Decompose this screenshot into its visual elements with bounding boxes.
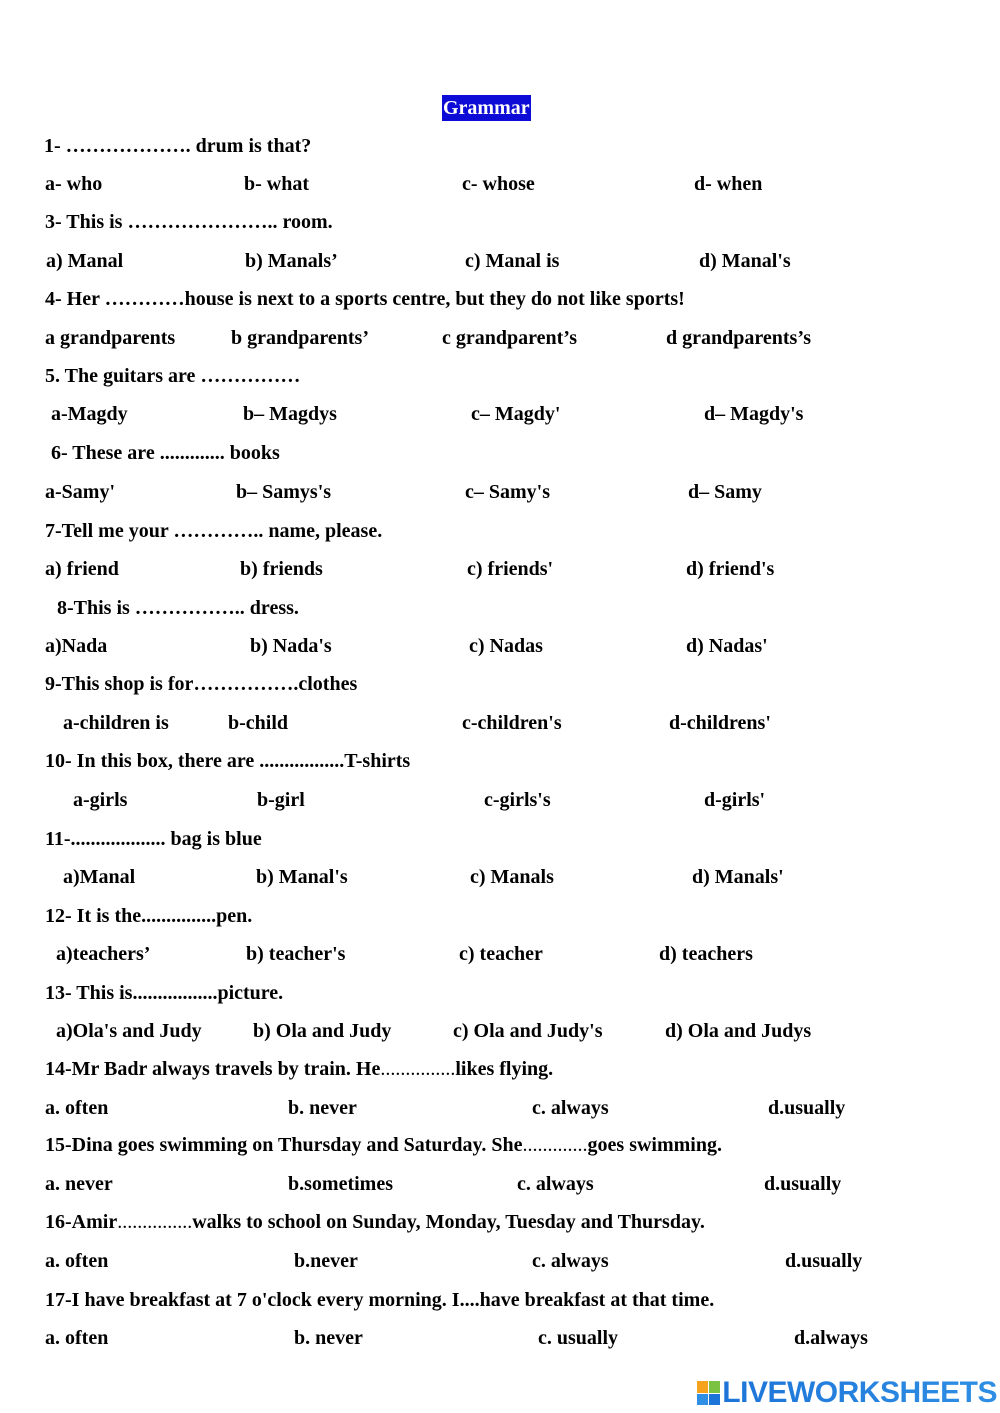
option-d[interactable]: d) teachers [659, 943, 753, 965]
option-b[interactable]: b. never [294, 1327, 363, 1349]
options-16 [0, 1247, 1000, 1275]
question-text: 14-Mr Badr always travels by train. He [45, 1058, 381, 1080]
option-d[interactable]: d– Magdy's [704, 403, 804, 425]
option-c[interactable]: c) Nadas [469, 635, 543, 657]
option-b[interactable]: b. never [288, 1097, 357, 1119]
option-a[interactable]: a-Samy' [45, 481, 115, 503]
options-12 [0, 940, 1000, 968]
option-a[interactable]: a grandparents [45, 327, 176, 349]
option-d[interactable]: d- when [694, 173, 763, 195]
question-text: walks to school on Sunday, Monday, Tuesday and Thursday. [192, 1211, 705, 1233]
options-17 [0, 1324, 1000, 1352]
option-a[interactable]: a-girls [73, 789, 128, 811]
option-c[interactable]: c. always [532, 1250, 609, 1272]
option-c[interactable]: c-girls's [484, 789, 551, 811]
option-c[interactable]: c) Manal is [465, 250, 560, 272]
option-b[interactable]: b) teacher's [246, 943, 346, 965]
question-text: 16-Amir [45, 1211, 118, 1233]
option-a[interactable]: a. never [45, 1173, 113, 1195]
option-d[interactable]: d-girls' [704, 789, 766, 811]
question-6: 6- These are ............. books [51, 442, 280, 464]
question-9: 9-This shop is for…………….clothes [45, 673, 358, 695]
option-b[interactable]: b– Samys's [236, 481, 332, 503]
option-a[interactable]: a-children is [63, 712, 169, 734]
option-b[interactable]: b grandparents’ [231, 327, 369, 349]
options-13 [0, 1017, 1000, 1045]
question-10: 10- In this box, there are .................T-shirts [45, 750, 411, 772]
option-d[interactable]: d) friend's [686, 558, 775, 580]
option-d[interactable]: d-childrens' [669, 712, 771, 734]
options-11 [0, 863, 1000, 891]
option-d[interactable]: d grandparents’s [666, 327, 812, 349]
options-8 [0, 632, 1000, 660]
option-a[interactable]: a) Manal [46, 250, 124, 272]
question-4: 4- Her …………house is next to a sports centre, but they do not like sports! [45, 288, 685, 310]
option-c[interactable]: c. always [517, 1173, 594, 1195]
question-8: 8-This is …………….. dress. [57, 597, 299, 619]
brand-name: LIVEWORKSHEETS [722, 1376, 997, 1409]
option-a[interactable]: a)teachers’ [56, 943, 151, 965]
question-5: 5. The guitars are …………… [45, 365, 301, 387]
question-12: 12- It is the...............pen. [45, 905, 253, 927]
option-d[interactable]: d.usually [785, 1250, 863, 1272]
option-d[interactable]: d.always [794, 1327, 868, 1349]
option-d[interactable]: d– Samy [688, 481, 762, 503]
option-d[interactable]: d.usually [768, 1097, 846, 1119]
option-d[interactable]: d) Manals' [692, 866, 784, 888]
option-b[interactable]: b) Manals’ [245, 250, 338, 272]
options-4 [0, 324, 1000, 352]
question-1: 1- ………………. drum is that? [44, 135, 312, 157]
option-c[interactable]: c) teacher [459, 943, 543, 965]
question-7: 7-Tell me your ………….. name, please. [45, 520, 383, 542]
option-b[interactable]: b- what [244, 173, 310, 195]
option-b[interactable]: b– Magdys [243, 403, 337, 425]
options-9 [0, 709, 1000, 737]
question-17: 17-I have breakfast at 7 o'clock every morning. I....have breakfast at that time. [45, 1289, 715, 1311]
option-b[interactable]: b) friends [240, 558, 323, 580]
option-a[interactable]: a) friend [45, 558, 119, 580]
question-text: goes swimming. [587, 1134, 722, 1156]
question-text: likes flying. [455, 1058, 554, 1080]
option-b[interactable]: b-girl [257, 789, 305, 811]
options-15 [0, 1170, 1000, 1198]
option-c[interactable]: c-children's [462, 712, 562, 734]
option-d[interactable]: d.usually [764, 1173, 842, 1195]
option-c[interactable]: c. always [532, 1097, 609, 1119]
page-title: Grammar [443, 97, 530, 119]
option-a[interactable]: a. often [45, 1097, 109, 1119]
option-a[interactable]: a- who [45, 173, 103, 195]
options-10 [0, 786, 1000, 814]
question-15 [45, 1131, 722, 1159]
option-b[interactable]: b) Ola and Judy [253, 1020, 392, 1042]
options-3 [0, 247, 1000, 275]
option-b[interactable]: b) Manal's [256, 866, 348, 888]
option-b[interactable]: b-child [228, 712, 289, 734]
question-14 [45, 1055, 553, 1083]
question-11: 11-................... bag is blue [45, 828, 262, 850]
option-a[interactable]: a-Magdy [51, 403, 128, 425]
question-13: 13- This is.................picture. [45, 982, 284, 1004]
blank[interactable]: ............... [380, 1058, 456, 1080]
option-b[interactable]: b) Nada's [250, 635, 332, 657]
question-text: 15-Dina goes swimming on Thursday and Saturday. She [45, 1134, 523, 1156]
options-6 [0, 478, 1000, 506]
liveworksheets-logo-icon [697, 1381, 720, 1405]
option-b[interactable]: b.never [294, 1250, 358, 1272]
option-c[interactable]: c– Samy's [465, 481, 550, 503]
option-d[interactable]: d) Manal's [699, 250, 791, 272]
option-c[interactable]: c grandparent’s [442, 327, 577, 349]
option-c[interactable]: c) friends' [467, 558, 554, 580]
option-a[interactable]: a)Manal [63, 866, 136, 888]
option-c[interactable]: c. usually [538, 1327, 619, 1349]
question-16 [45, 1208, 705, 1236]
options-14 [0, 1094, 1000, 1122]
option-c[interactable]: c- whose [462, 173, 535, 195]
option-c[interactable]: c) Manals [470, 866, 554, 888]
option-d[interactable]: d) Nadas' [686, 635, 768, 657]
option-c[interactable]: c– Magdy' [471, 403, 561, 425]
option-b[interactable]: b.sometimes [288, 1173, 393, 1195]
options-7 [0, 555, 1000, 583]
option-a[interactable]: a)Ola's and Judy [56, 1020, 202, 1042]
option-d[interactable]: d) Ola and Judys [665, 1020, 812, 1042]
option-a[interactable]: a)Nada [45, 635, 108, 657]
option-a[interactable]: a. often [45, 1250, 109, 1272]
option-a[interactable]: a. often [45, 1327, 109, 1349]
options-5 [0, 400, 1000, 428]
option-c[interactable]: c) Ola and Judy's [453, 1020, 603, 1042]
liveworksheets-logo[interactable] [697, 1376, 997, 1410]
question-3: 3- This is ………………….. room. [45, 211, 333, 233]
blank[interactable]: ............... [117, 1211, 193, 1233]
options-1 [0, 170, 1000, 198]
blank[interactable]: ............. [522, 1134, 588, 1156]
